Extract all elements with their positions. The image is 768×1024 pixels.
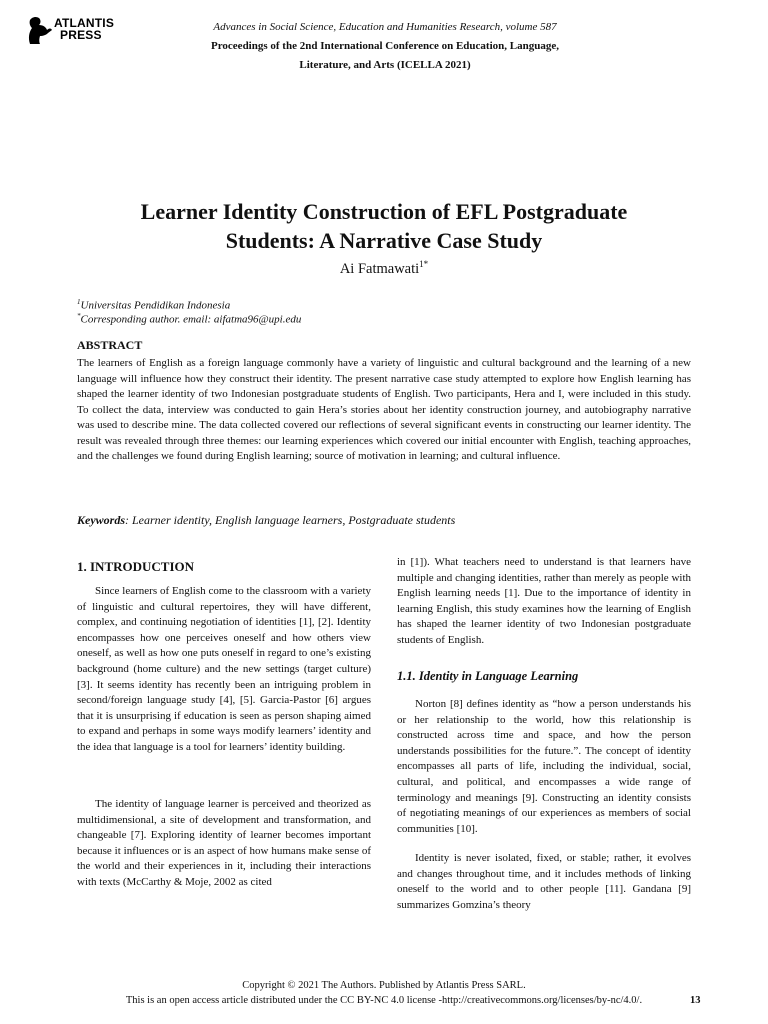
body-paragraph: in [1]). What teachers need to understand is that learners have multiple and changing identities, rather than merely as people with English learning needs [1]. Due to the importance of identity in learning English, this study examines how the learning of English has shaped the learner identity of two Indonesian postgraduate students of English. (397, 556, 691, 646)
keywords (77, 513, 455, 528)
atlantis-figure-icon (24, 14, 52, 46)
affiliation-1-text: Universitas Pendidikan Indonesia (80, 299, 231, 312)
proceedings-header-line1: Proceedings of the 2nd International Conference on Education, Language, (211, 40, 559, 52)
section-heading-introduction: 1. INTRODUCTION (77, 559, 195, 574)
proceedings-header-line2: Literature, and Arts (ICELLA 2021) (299, 59, 471, 71)
abstract-heading: ABSTRACT (77, 338, 143, 352)
body-paragraph: Since learners of English come to the classroom with a variety of linguistic and cultural repertoires, they will have different, complex, and continuing negotiation of identities [1], [2]. Identity encompasses how one perceives oneself and how others view oneself, as well as how one puts oneself in regard to one’s existing background (home culture) and the new settings (target culture) [3]. It seems identity has recently been an intriguing problem in second/foreign language study [4], [5]. Garcia-Pastor [6] argues that it is unsurprising if education is seen as person shaping aimed to expand and perhaps in some ways modify learners’ identity and the idea that language is a tool for learners’ identity building. (77, 585, 371, 753)
author (0, 259, 768, 278)
paper-title-line1: Learner Identity Construction of EFL Postgraduate (140, 199, 628, 224)
publisher-name (54, 17, 114, 41)
author-mark: 1* (419, 259, 429, 269)
paper-title (60, 197, 708, 255)
keywords-label: Keywords (77, 513, 125, 527)
affiliation-2-text: Corresponding author. email: aifatma96@upi.edu (80, 313, 302, 326)
footer-copyright: Copyright © 2021 The Authors. Published by Atlantis Press SARL. (242, 980, 526, 991)
author-name: Ai Fatmawati (339, 260, 420, 277)
affiliation-1-mark: 1 (77, 298, 81, 306)
publisher-logo (24, 14, 124, 50)
subsection-heading: 1.1. Identity in Language Learning (397, 669, 579, 683)
abstract-text: The learners of English as a foreign language commonly have a variety of linguistic and cultural background and the learning of a new language will influence how they construct their identity. The present narrative case study attempted to explore how English learning has shaped the learner identity of two Indonesian postgraduate students of English. Two participants, Hera and I, were included in this study. To collect the data, interview was conducted to gain Hera’s stories about her identity construction journey, and autobiography narrative was used to describe mine. The data collected covered our reflections of several significant events in constructing our learner identity. The result was revealed through three themes: our learning experiences which covered our initial encounter with English, teaching approaches, and the challenges we found during English learning; source of motivation in learning; and cultural influence. (77, 357, 691, 462)
footer-license: This is an open access article distributed under the CC BY-NC 4.0 license -http://creativecommons.org/licenses/by-nc/4.0/. (125, 995, 643, 1006)
body-paragraph: Norton [8] defines identity as “how a person understands his or her relationship to the world, how this relationship is constructed across time and space, and how the person understands possibilities for the future.”. The concept of identity encompasses all parts of life, including the individual, social, cultural, and political, and encompasses a wide range of terminology and meanings [9]. Constructing an identity consists of negotiating meanings of our experiences as members of social communities [10]. (397, 698, 691, 835)
affiliation-2 (77, 309, 301, 327)
affiliation-2-mark: * (77, 312, 81, 320)
keywords-text: : Learner identity, English language learners, Postgraduate students (125, 513, 456, 527)
series-header: Advances in Social Science, Education and Humanities Research, volume 587 (213, 21, 557, 33)
paper-title-line2: Students: A Narrative Case Study (225, 228, 543, 253)
page-number: 13 (690, 995, 701, 1006)
publisher-name-line1: ATLANTIS (54, 16, 115, 30)
publisher-name-line2: PRESS (60, 28, 102, 42)
body-paragraph: Identity is never isolated, fixed, or stable; rather, it evolves and changes throughout time, and it includes methods of linking oneself to the world and to other people [11]. Gandana [9] summarizes Gomzina’s theory (397, 852, 691, 911)
body-paragraph: The identity of language learner is perceived and theorized as multidimensional, a site of development and transformation, and changeable [7]. Exploring identity of learner becomes important because it influences or is an aspect of how humans make sense of the world and their experiences in it, including their interactions with texts (McCarthy & Moje, 2002 as cited (77, 798, 371, 888)
